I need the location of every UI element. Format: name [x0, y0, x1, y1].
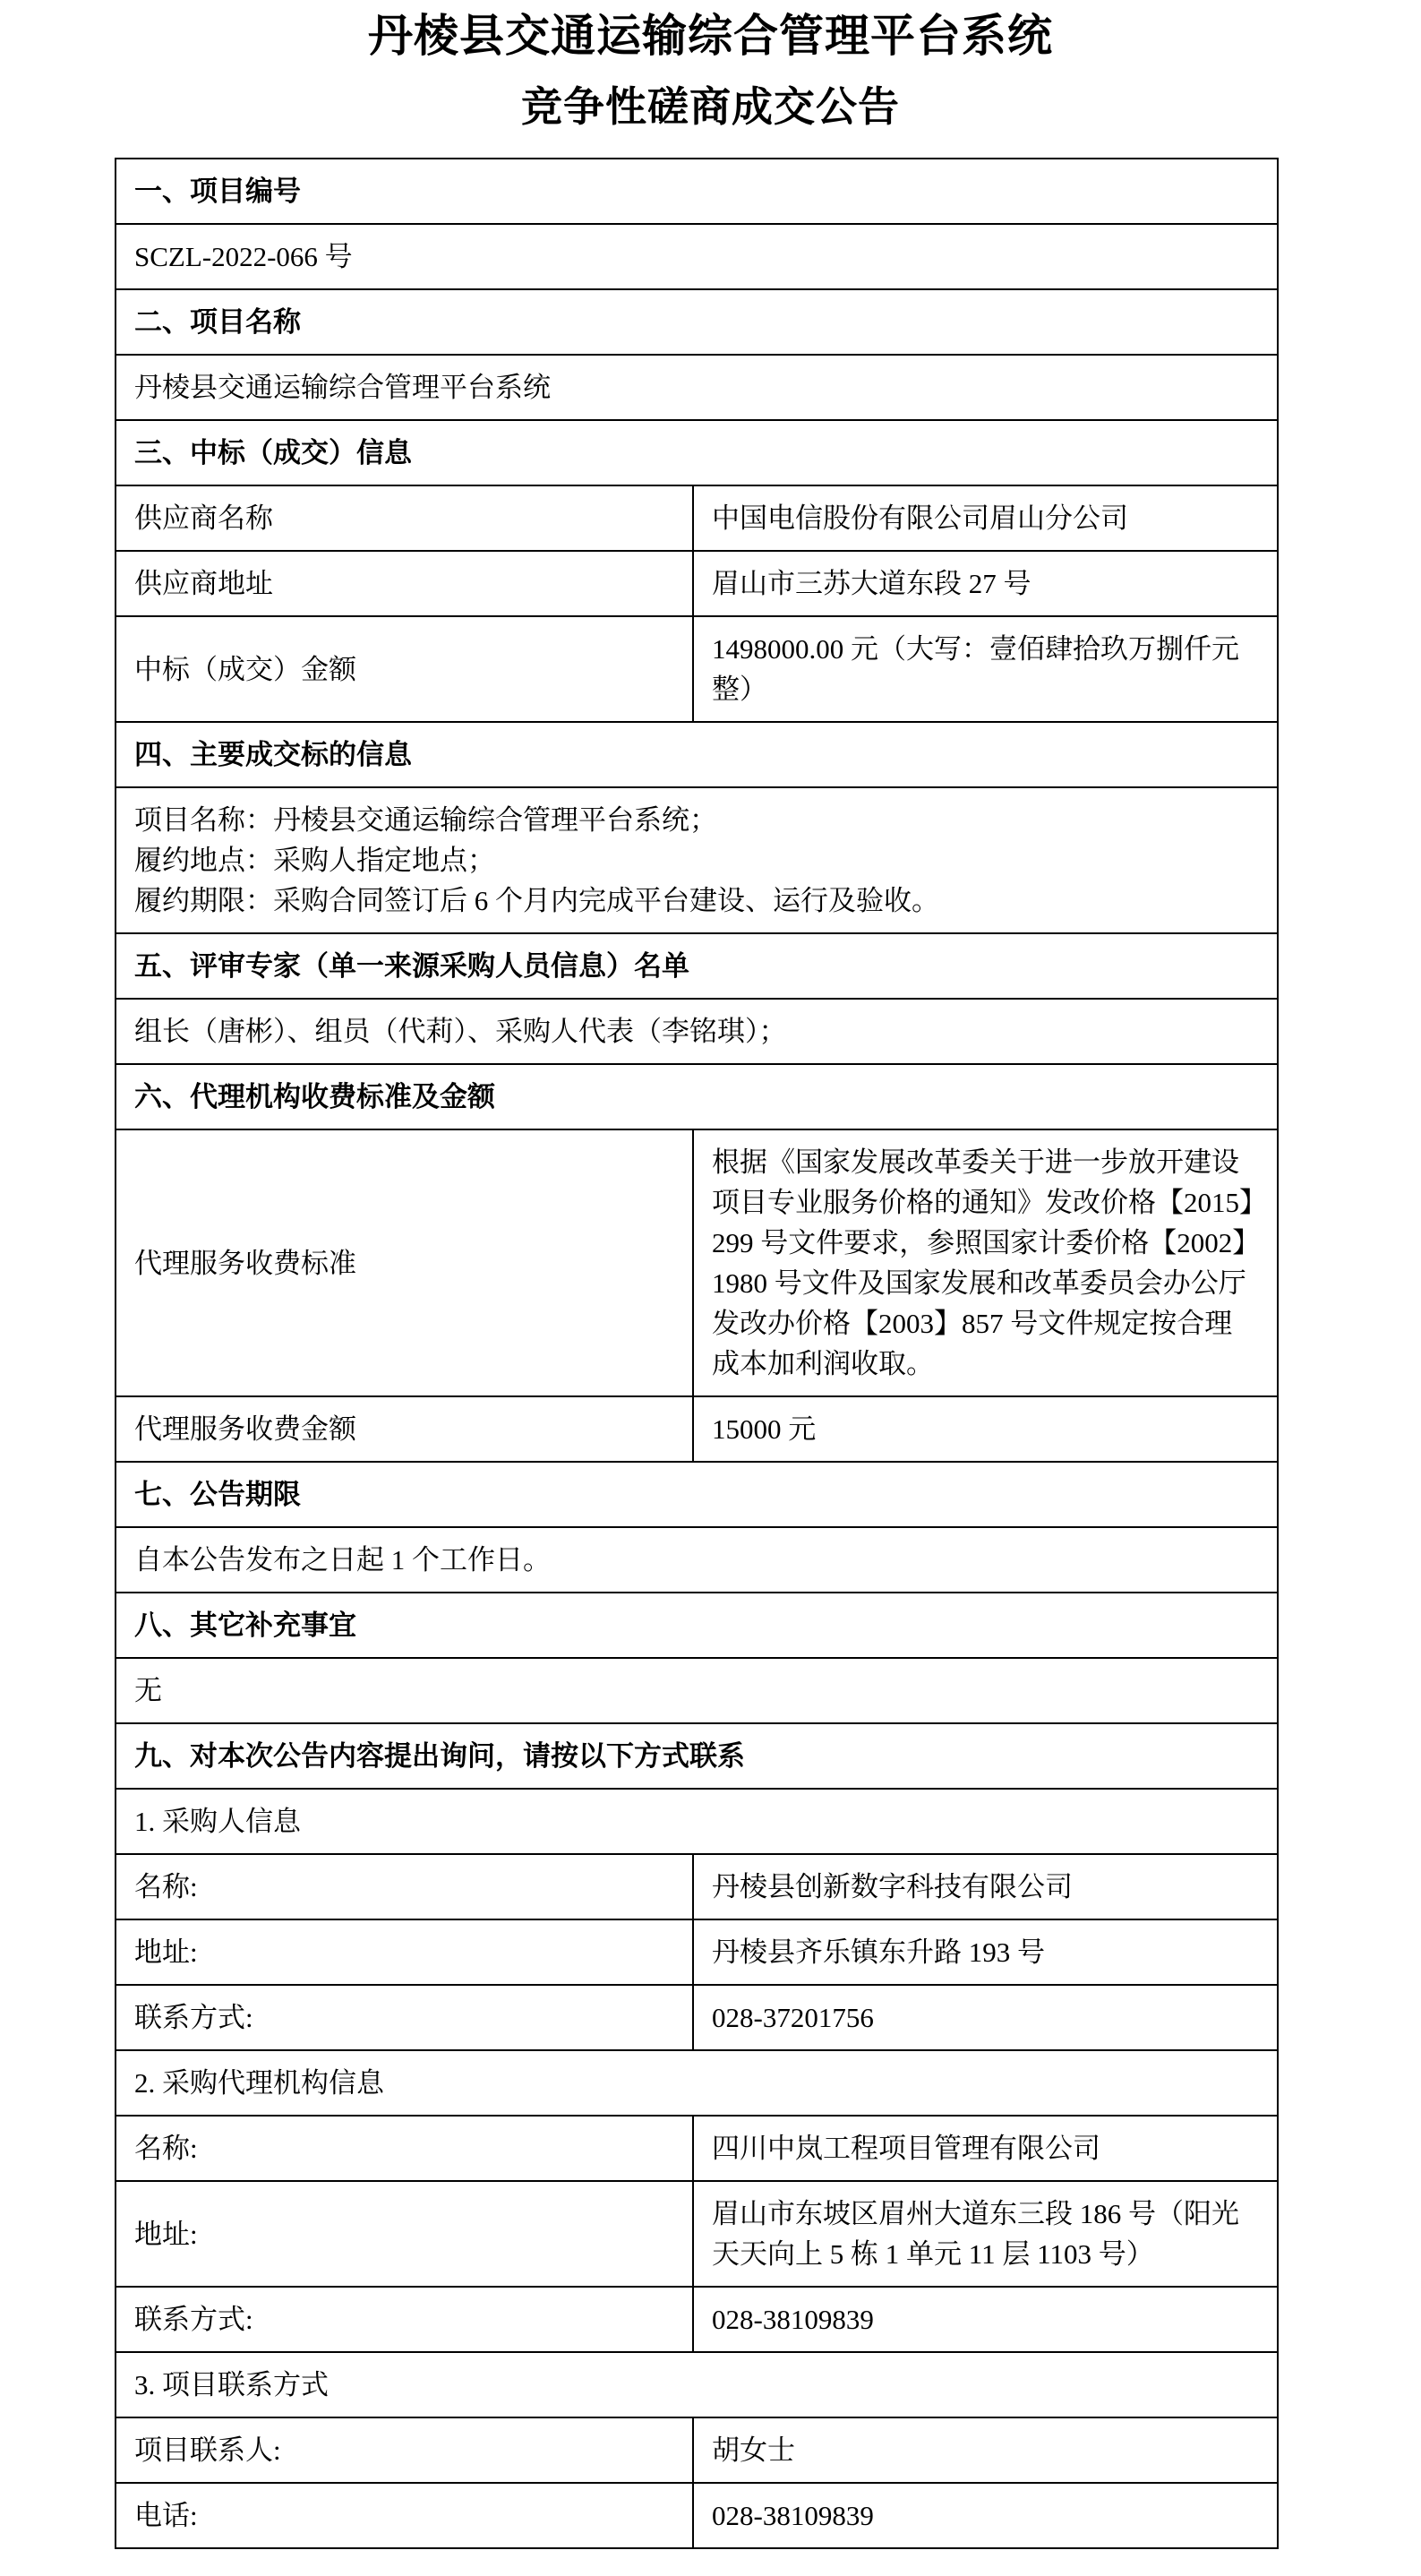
section-row: [116, 289, 1278, 355]
field-value-cell: 根据《国家发展改革委关于进一步放开建设项目专业服务价格的通知》发改价格【2015】299 号文件要求，参照国家计委价格【2002】1980 号文件及国家发展和改革委员会办公厅发改办价格【2003】857 号文件规定按合理成本加利润收取。: [693, 1129, 1278, 1396]
field-label-cell: 供应商名称: [116, 485, 693, 551]
field-value-cell: 丹棱县齐乐镇东升路 193 号: [693, 1919, 1278, 1985]
section-row: [116, 933, 1278, 999]
announcement-table: [115, 158, 1279, 2549]
field-value-cell: 胡女士: [693, 2417, 1278, 2483]
text-cell: 2. 采购代理机构信息: [116, 2050, 1278, 2116]
section-header-cell: 五、评审专家（单一来源采购人员信息）名单: [116, 933, 1278, 999]
field-row: [116, 616, 1278, 722]
field-value-cell: 眉山市三苏大道东段 27 号: [693, 551, 1278, 616]
field-label-cell: 供应商地址: [116, 551, 693, 616]
field-label-cell: 地址:: [116, 2181, 693, 2287]
field-label-cell: 中标（成交）金额: [116, 616, 693, 722]
section-row: [116, 420, 1278, 485]
field-row: [116, 551, 1278, 616]
field-label-cell: 联系方式:: [116, 1985, 693, 2050]
field-row: [116, 2417, 1278, 2483]
field-label-cell: 代理服务收费标准: [116, 1129, 693, 1396]
field-row: [116, 2287, 1278, 2352]
field-value-cell: 15000 元: [693, 1396, 1278, 1462]
field-value-cell: 028-37201756: [693, 1985, 1278, 2050]
announcement-table-body: [116, 159, 1278, 2548]
text-cell: 自本公告发布之日起 1 个工作日。: [116, 1527, 1278, 1593]
text-cell: SCZL-2022-066 号: [116, 224, 1278, 289]
text-line: 履约地点：采购人指定地点；: [134, 845, 495, 876]
text-row: [116, 1658, 1278, 1723]
field-value-cell: 1498000.00 元（大写：壹佰肆拾玖万捌仟元整）: [693, 616, 1278, 722]
text-cell: 组长（唐彬）、组员（代莉）、采购人代表（李铭琪）；: [116, 999, 1278, 1064]
text-row: [116, 2050, 1278, 2116]
text-cell: [116, 787, 1278, 933]
field-label-cell: 地址:: [116, 1919, 693, 1985]
text-line: 项目名称：丹棱县交通运输综合管理平台系统；: [134, 804, 717, 836]
section-row: [116, 722, 1278, 787]
field-row: [116, 1129, 1278, 1396]
field-value-cell: 丹棱县创新数字科技有限公司: [693, 1854, 1278, 1919]
section-header-cell: 九、对本次公告内容提出询问，请按以下方式联系: [116, 1723, 1278, 1789]
text-line: 履约期限：采购合同签订后 6 个月内完成平台建设、运行及验收。: [134, 885, 939, 916]
field-row: [116, 1854, 1278, 1919]
field-label-cell: 项目联系人:: [116, 2417, 693, 2483]
field-row: [116, 1919, 1278, 1985]
text-row: [116, 787, 1278, 933]
text-row: [116, 1527, 1278, 1593]
text-cell: 1. 采购人信息: [116, 1789, 1278, 1854]
field-row: [116, 2483, 1278, 2548]
page-subtitle: 竞争性磋商成交公告: [521, 84, 900, 130]
field-row: [116, 1985, 1278, 2050]
text-row: [116, 1789, 1278, 1854]
field-row: [116, 2181, 1278, 2287]
field-value-cell: 028-38109839: [693, 2287, 1278, 2352]
section-row: [116, 1593, 1278, 1658]
section-row: [116, 1723, 1278, 1789]
text-cell: 无: [116, 1658, 1278, 1723]
section-header-cell: 一、项目编号: [116, 159, 1278, 224]
section-header-cell: 六、代理机构收费标准及金额: [116, 1064, 1278, 1129]
field-value-cell: 眉山市东坡区眉州大道东三段 186 号（阳光天天向上 5 栋 1 单元 11 层 1103 号）: [693, 2181, 1278, 2287]
section-header-cell: 三、中标（成交）信息: [116, 420, 1278, 485]
field-label-cell: 电话:: [116, 2483, 693, 2548]
field-row: [116, 485, 1278, 551]
section-row: [116, 1462, 1278, 1527]
field-label-cell: 名称:: [116, 2116, 693, 2181]
text-row: [116, 355, 1278, 420]
field-value-cell: 四川中岚工程项目管理有限公司: [693, 2116, 1278, 2181]
text-row: [116, 224, 1278, 289]
section-header-cell: 八、其它补充事宜: [116, 1593, 1278, 1658]
section-header-cell: 四、主要成交标的信息: [116, 722, 1278, 787]
field-label-cell: 联系方式:: [116, 2287, 693, 2352]
field-row: [116, 2116, 1278, 2181]
text-cell: 3. 项目联系方式: [116, 2352, 1278, 2417]
field-row: [116, 1396, 1278, 1462]
field-value-cell: 028-38109839: [693, 2483, 1278, 2548]
field-value-cell: 中国电信股份有限公司眉山分公司: [693, 485, 1278, 551]
page-title: 丹棱县交通运输综合管理平台系统: [368, 11, 1053, 61]
section-row: [116, 159, 1278, 224]
section-header-cell: 七、公告期限: [116, 1462, 1278, 1527]
text-cell: 丹棱县交通运输综合管理平台系统: [116, 355, 1278, 420]
section-row: [116, 1064, 1278, 1129]
text-row: [116, 2352, 1278, 2417]
field-label-cell: 代理服务收费金额: [116, 1396, 693, 1462]
text-row: [116, 999, 1278, 1064]
section-header-cell: 二、项目名称: [116, 289, 1278, 355]
field-label-cell: 名称:: [116, 1854, 693, 1919]
